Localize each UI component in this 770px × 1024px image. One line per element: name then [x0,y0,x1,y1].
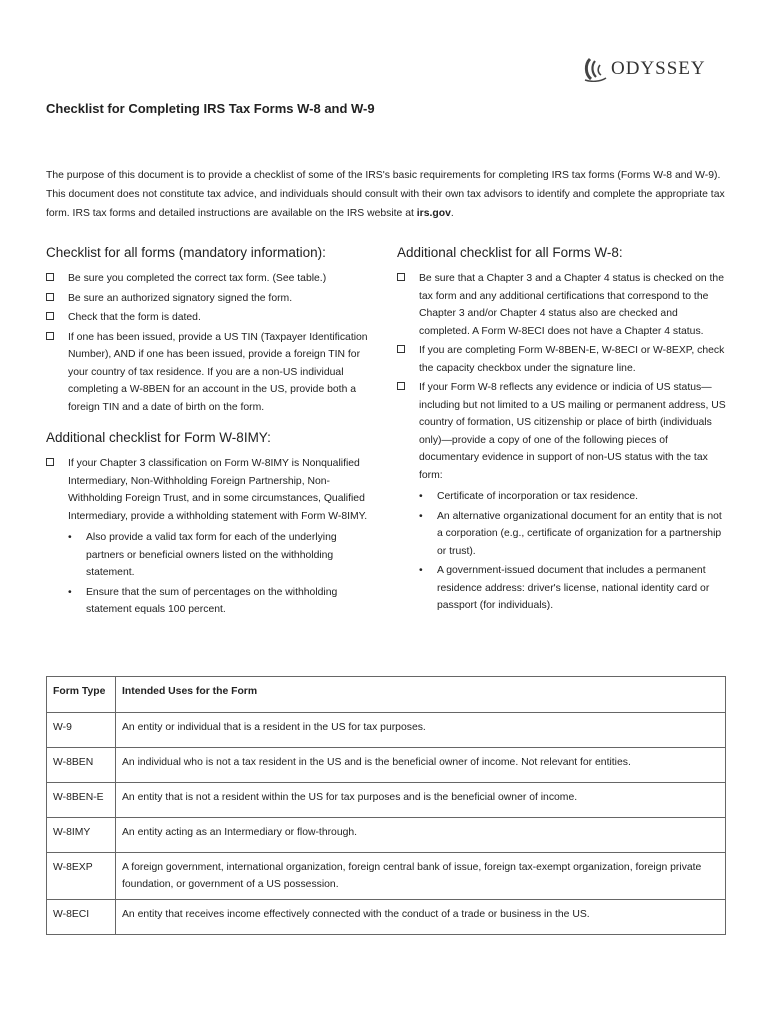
page-title: Checklist for Completing IRS Tax Forms W-8 and W-9 [46,101,375,116]
checkbox-icon [46,458,54,466]
bullet-text: Ensure that the sum of percentages on the withholding statement equals 100 percent. [86,586,338,615]
irs-link[interactable]: irs.gov [416,208,451,219]
intro-end: . [450,208,454,219]
form-type-cell: W-9 [47,713,116,748]
odyssey-logo [582,56,706,82]
table-row [47,783,726,818]
intended-use-cell: An entity that receives income effectively connected with the conduct of a trade or business in the US. [116,900,726,935]
imy-bullets [68,529,376,619]
checklist-item-text: Be sure an authorized signatory signed the form. [68,292,293,304]
table-row [47,713,726,748]
bullet-item [419,488,727,506]
bullet-item [68,529,376,582]
brand-name: ODYSSEY [611,58,706,79]
bullet-text: A government-issued document that includes a permanent residence address: driver's license, national identity card or passport (for individuals). [437,565,710,611]
checklist-item [46,290,376,308]
checklist-item-text: Be sure that a Chapter 3 and a Chapter 4 status is checked on the tax form and any additional certifications that correspond to the Chapter 3 and/or Chapter 4 status also are checked and completed. A Form W-8ECI does not have a Chapter 4 status. [419,273,724,337]
checklist-item-text: If your Form W-8 reflects any evidence or indicia of US status—including but not limited to a US mailing or permanent address, US country of formation, US citizenship or place of birth (individuals only)—provide a copy of one of the following pieces of documentary evidence in support of non-US status with the tax form: [419,382,726,481]
intended-use-cell: An entity or individual that is a resident in the US for tax purposes. [116,713,726,748]
form-types-table [46,676,726,935]
all-forms-heading: Checklist for all forms (mandatory information): [46,245,326,260]
checklist-item-text: Be sure you completed the correct tax form. (See table.) [68,273,327,284]
checklist-item [46,309,376,327]
form-type-cell: W-8BEN-E [47,783,116,818]
intended-use-cell: An entity acting as an Intermediary or flow-through. [116,818,726,853]
bullet-text: Also provide a valid tax form for each of the underlying partners or beneficial owners listed on the withholding statement. [86,532,337,578]
checkbox-icon [46,293,54,301]
table-row [47,748,726,783]
column-header-intended-uses: Intended Uses for the Form [116,677,726,713]
checkbox-icon [397,345,405,353]
checklist-item [397,342,727,377]
w8-checklist [397,270,727,615]
imy-checklist [46,455,376,619]
bullet-icon: • [68,586,72,598]
table-row [47,818,726,853]
checkbox-icon [46,312,54,320]
checklist-item [46,270,376,288]
checklist-item-text: If your Chapter 3 classification on Form W-8IMY is Nonqualified Intermediary, Non-Withholding Foreign Partnership, Non-Withholding Foreign Trust, and in some circumstances, Qualified Intermediary, provide a withholding statement with Form W-8IMY. [68,458,368,522]
bullet-item [68,584,376,619]
checkbox-icon [397,382,405,390]
table-header-row [47,677,726,713]
checklist-item [397,270,727,340]
bullet-item [419,562,727,615]
form-type-cell: W-8BEN [47,748,116,783]
bullet-icon: • [419,510,423,522]
checkbox-icon [397,273,405,281]
bullet-icon: • [419,491,423,502]
form-type-cell: W-8ECI [47,900,116,935]
w8-heading: Additional checklist for all Forms W-8: [397,245,623,260]
form-type-cell: W-8EXP [47,853,116,900]
checklist-item [397,379,727,615]
bullet-icon: • [419,565,423,576]
table-row [47,900,726,935]
form-type-cell: W-8IMY [47,818,116,853]
intended-use-cell: An entity that is not a resident within the US for tax purposes and is the beneficial owner of income. [116,783,726,818]
left-column [46,245,376,621]
checkbox-icon [46,273,54,281]
checklist-item [46,329,376,417]
right-column [397,245,727,617]
odyssey-logo-icon [582,56,608,82]
bullet-text: An alternative organizational document for an entity that is not a corporation (e.g., certificate of organization for a partnership or trust). [437,510,722,557]
bullet-item [419,508,727,561]
checklist-item [46,455,376,619]
imy-heading: Additional checklist for Form W-8IMY: [46,430,271,445]
column-header-form-type: Form Type [47,677,116,713]
intro-text: The purpose of this document is to provide a checklist of some of the IRS's basic requirements for completing IRS tax forms (Forms W-8 and W-9). This document does not constitute tax advice, and individuals should consult with their own tax advisors to identify and complete the appropriate tax form. IRS tax forms and detailed instructions are available on the IRS website at [46,170,725,219]
intro-paragraph [46,166,726,223]
all-forms-checklist [46,270,376,416]
table-row [47,853,726,900]
checklist-item-text: Check that the form is dated. [68,312,201,323]
bullet-icon: • [68,532,72,543]
intended-use-cell: A foreign government, international organization, foreign central bank of issue, foreign tax-exempt organization, foreign private foundation, or government of a US possession. [116,853,726,900]
checkbox-icon [46,332,54,340]
intended-use-cell: An individual who is not a tax resident in the US and is the beneficial owner of income. Not relevant for entities. [116,748,726,783]
evidence-bullets [419,488,727,615]
checklist-item-text: If one has been issued, provide a US TIN (Taxpayer Identification Number), AND if one has been issued, provide a foreign TIN for your country of tax residence. If you are a non-US individual completing a W-8BEN for an account in the US, provide both a foreign TIN and a date of birth on the form. [68,331,368,413]
bullet-text: Certificate of incorporation or tax residence. [437,491,638,502]
checklist-item-text: If you are completing Form W-8BEN-E, W-8ECI or W-8EXP, check the capacity checkbox under the signature line. [419,345,725,374]
